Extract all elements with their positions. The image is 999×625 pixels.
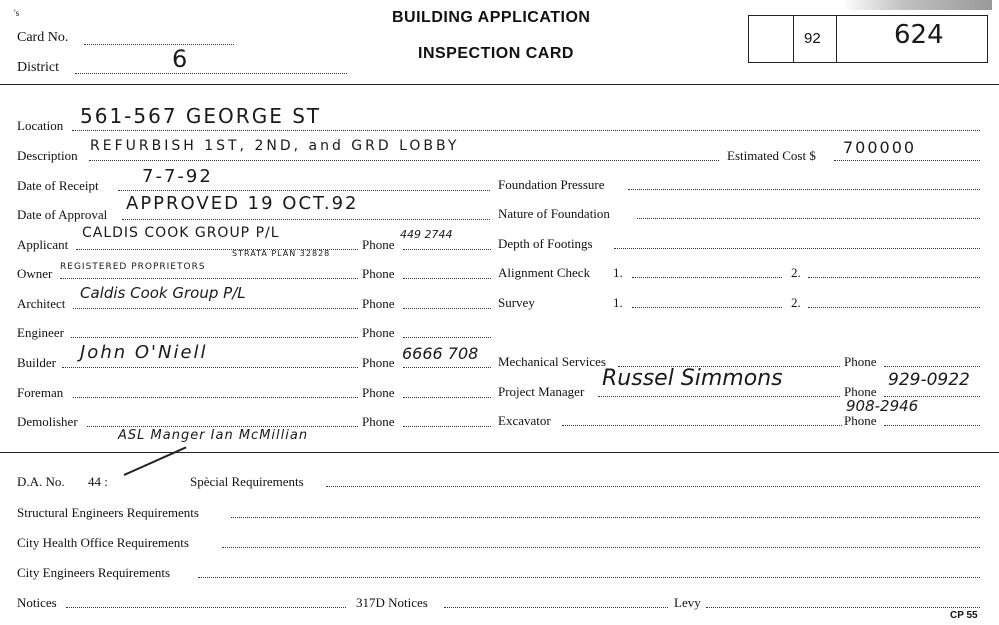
mechanical-label: Mechanical Services [498,354,606,369]
scan-smudge [842,0,992,10]
survey-1: 1. [613,295,623,310]
foundation-pressure-line [628,189,980,190]
owner-value: REGISTERED PROPRIETORS [60,262,206,272]
builder-phone-line [403,367,491,368]
levy-line [706,607,980,608]
special-requirements-label: Spècial Requirements [190,474,304,489]
district-value: 6 [172,45,188,73]
form-title-line1: BUILDING APPLICATION [392,9,591,26]
card-no-line [84,44,234,45]
da-no-value: 44 : [88,474,108,489]
excavator-label: Excavator [498,413,551,428]
depth-footings-label: Depth of Footings [498,236,593,251]
reference-box-divider-2 [836,15,837,63]
owner-line [60,278,358,279]
city-engineers-label: City Engineers Requirements [17,565,171,580]
date-receipt-value: 7-7-92 [142,166,213,187]
card-no-label: Card No. [17,30,69,45]
architect-line [73,308,358,309]
reference-box [748,15,988,63]
engineer-phone-label: Phone [362,325,395,340]
demolisher-note: ASL Manger Ian McMillian [118,428,309,443]
notices-line [66,607,346,608]
structural-line [231,517,980,518]
location-value: 561-567 GEORGE ST [80,104,322,128]
owner-note: STRATA PLAN 32828 [232,249,331,258]
survey-label: Survey [498,295,535,310]
estimated-cost-value: 700000 [843,138,917,157]
header-rule [0,84,999,85]
project-manager-phone-value-2: 908-2946 [846,397,919,415]
city-engineers-line [198,577,980,578]
description-value: REFURBISH 1ST, 2ND, and GRD LOBBY [90,138,460,154]
date-receipt-label: Date of Receipt [17,178,99,193]
applicant-label: Applicant [17,237,69,252]
card-no-mark: 's [14,8,20,18]
architect-phone-label: Phone [362,296,395,311]
engineer-phone-line [403,337,491,338]
applicant-phone-label: Phone [362,237,395,252]
foreman-phone-label: Phone [362,385,395,400]
reference-box-divider-1 [793,15,794,63]
health-label: City Health Office Requirements [17,535,189,550]
demolisher-label: Demolisher [17,414,78,429]
notices-label: Notices [17,595,57,610]
project-manager-label: Project Manager [498,384,585,399]
project-manager-phone-label: Phone [844,384,877,399]
alignment-2: 2. [791,265,801,280]
da-slash-mark [124,446,187,475]
applicant-phone-line [403,249,491,250]
builder-label: Builder [17,355,56,370]
engineer-line [71,337,358,338]
excavator-phone-line [884,425,980,426]
location-line [72,130,980,131]
owner-label: Owner [17,266,53,281]
health-line [222,547,980,548]
foreman-line [73,397,358,398]
architect-value: Caldis Cook Group P/L [80,284,246,302]
district-label: District [17,60,59,75]
form-code: CP 55 [950,610,978,621]
notices-317d-label: 317D Notices [356,595,428,610]
demolisher-line [87,426,358,427]
foreman-phone-line [403,397,491,398]
project-manager-value: Russel Simmons [602,366,783,391]
builder-line [62,367,358,368]
survey-2: 2. [791,295,801,310]
location-label: Location [17,118,64,133]
district-line [75,73,347,74]
box-number: 624 [894,20,944,50]
structural-label: Structural Engineers Requirements [17,505,199,520]
applicant-phone-value: 449 2744 [400,228,453,241]
special-requirements-line [326,486,980,487]
alignment-1-line [632,277,782,278]
mechanical-phone-line [884,366,980,367]
date-receipt-line [118,190,490,191]
alignment-1: 1. [613,265,623,280]
nature-foundation-label: Nature of Foundation [498,206,610,221]
alignment-2-line [808,277,980,278]
owner-phone-line [403,278,491,279]
estimated-cost-label: Estimated Cost $ [727,148,816,163]
excavator-line [562,425,842,426]
mechanical-phone-label: Phone [844,354,877,369]
nature-foundation-line [637,218,980,219]
middle-rule [0,452,999,453]
da-no-label: D.A. No. [17,474,65,489]
alignment-check-label: Alignment Check [498,265,591,280]
owner-phone-label: Phone [362,266,395,281]
engineer-label: Engineer [17,325,64,340]
levy-label: Levy [674,595,701,610]
excavator-phone-label: Phone [844,413,877,428]
estimated-cost-line [834,160,980,161]
date-approval-label: Date of Approval [17,207,108,222]
architect-label: Architect [17,296,66,311]
project-manager-line [598,396,840,397]
date-approval-line [122,219,490,220]
project-manager-phone-value: 929-0922 [888,370,970,390]
architect-phone-line [403,308,491,309]
depth-footings-line [614,248,980,249]
builder-value: John O'Niell [80,342,208,363]
builder-phone-label: Phone [362,355,395,370]
description-line [89,160,719,161]
foundation-pressure-label: Foundation Pressure [498,177,605,192]
survey-2-line [808,307,980,308]
notices-317d-line [444,607,668,608]
demolisher-phone-line [403,426,491,427]
box-year: 92 [804,30,821,47]
demolisher-phone-label: Phone [362,414,395,429]
applicant-value: CALDIS COOK GROUP P/L [82,225,280,241]
form-title-line2: INSPECTION CARD [418,45,574,62]
foreman-label: Foreman [17,385,64,400]
builder-phone-value: 6666 708 [402,344,479,363]
date-approval-value: APPROVED 19 OCT.92 [126,193,359,214]
description-label: Description [17,148,78,163]
survey-1-line [632,307,782,308]
